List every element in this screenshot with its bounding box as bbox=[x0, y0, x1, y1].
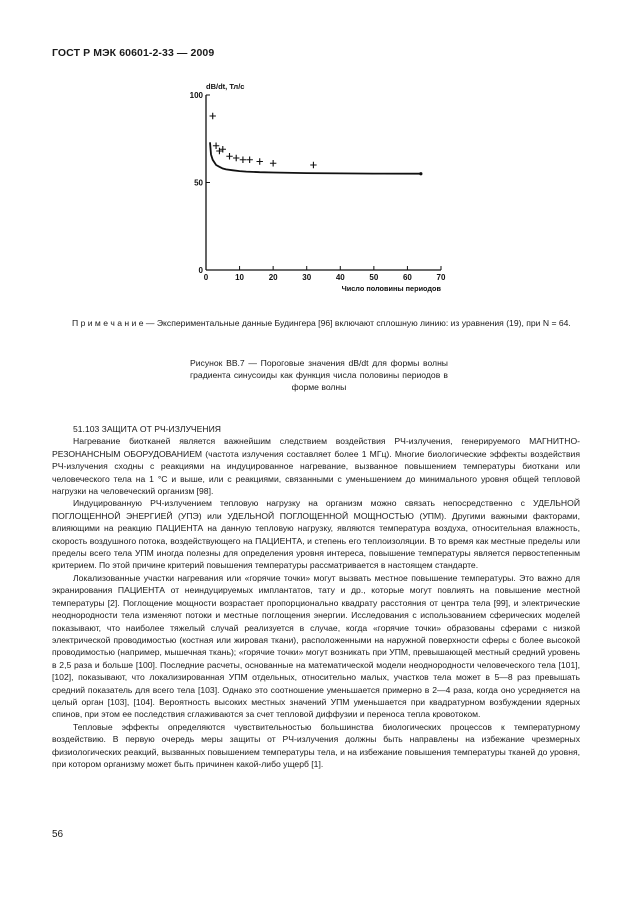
x-tick-label: 30 bbox=[302, 273, 312, 282]
x-tick-label: 10 bbox=[235, 273, 245, 282]
x-tick-label: 0 bbox=[203, 273, 209, 282]
data-point-plus bbox=[270, 160, 276, 166]
data-point-plus bbox=[213, 143, 219, 149]
chart-marks bbox=[210, 113, 423, 176]
data-point-plus bbox=[246, 157, 252, 163]
data-point-plus bbox=[233, 155, 239, 161]
figure-caption: Рисунок ВВ.7 — Пороговые значения dB/dt для формы волны градиента синусоиды как функция числа половины периодов в форме волны bbox=[190, 358, 448, 392]
document-header: ГОСТ Р МЭК 60601-2-33 — 2009 bbox=[52, 47, 215, 59]
section-body bbox=[52, 423, 580, 770]
x-tick-label: 20 bbox=[268, 273, 278, 282]
x-tick-label: 60 bbox=[402, 273, 412, 282]
x-tick-label: 50 bbox=[369, 273, 379, 282]
paragraph-3: Локализованные участки нагревания или «горячие точки» могут вызвать местное повышение температуры. Это важно для экранирования ПАЦИЕНТА от неиндуцируемых имплантатов, тату и др., которые могут повлиять на повышение местной температуры [2]. Поглощение мощности возрастает пропорционально квадрату расстояния от центра тела [99], и электрические неоднородности тела изменяют потоки и местные поглощения энергии. Исследования с использованием сферических моделей показывают, что наиболее тяжелый случай реализуется в случае, когда «горячие точки» образованы сферами с низкой электрической проводимостью (костная или жировая ткани), расположенными на наружной поверхности сферы с более высокой проводимостью (например, мышечная ткань); «горячие точки» могут возникать при УПМ, превышающей местный средний уровень в 2,5 раза и больше [100]. Последние расчеты, основанные на математической модели неоднородности человеческого тела [101], [102], показывают, что локализированная УПМ отдельных, относительно малых, участков тела может в 5—8 раз превышать средний показатель для всего тела [103]. Однако это соотношение уменьшается примерно в 2—4 раза, когда оно усредняется на целый орган [103], [104]. Вероятность высоких местных значений УПМ уменьшается при квадратурном возбуждении ядерных спинов, при этом ее последствия сглаживаются за счет тепловой диффузии и переноса тепла кровотоком. bbox=[52, 572, 580, 720]
x-tick-label: 40 bbox=[335, 273, 345, 282]
data-point-plus bbox=[310, 162, 316, 168]
note-label: П р и м е ч а н и е bbox=[72, 318, 144, 328]
paragraph-2: Индуцированную РЧ-излучением тепловую нагрузку на организм можно связать непосредственно с УДЕЛЬНОЙ ПОГЛОЩЕННОЙ ЭНЕРГИЕЙ (УПЭ) или УДЕЛЬНОЙ ПОГЛОЩЕННОЙ МОЩНОСТЬЮ (УПМ). Другими важными факторами, влияющими на реакцию ПАЦИЕНТА на данную тепловую нагрузку, являются температура воздуха, относительная влажность, скорость воздушного потока, воздействующего на ПАЦИЕНТА, и степень его теплоизоляции. В то время как местные пределы или пределы всего тела УПМ иногда полезны для определения уровня интереса, повышение температуры является первостепенным критерием. По этой причине критерий повышения температуры рассматривается в настоящем стандарте. bbox=[52, 498, 580, 571]
paragraph-1: Нагревание биотканей является важнейшим следствием воздействия РЧ-излучения, генерируемого МАГНИТНО-РЕЗОНАНСНЫМ ОБОРУДОВАНИЕМ (частота излучения составляет более 1 МГц). Многие биологические эффекты воздействия РЧ-излучения сходны с реакциями на индуцированное нагревание, вызванное повышением температуры биоткани или человеческого тела на 1 °С и выше, или с реакциями, связанными с уменьшением до минимального уровня общей тепловой нагрузки на человеческий организм [98]. bbox=[52, 436, 580, 497]
threshold-curve bbox=[210, 142, 421, 173]
paragraph-4: Тепловые эффекты определяются чувствительностью большинства биологических процессов к температурному воздействию. В первую очередь меры защиты от РЧ-излучения должны быть направлены на избежание чрезмерных физиологических реакций, вызванных повышением температуры тела, и на избежание повышения температуры тканей до уровня, при котором организму может быть причинен какой-либо ущерб [1]. bbox=[52, 721, 580, 769]
note-text: — Экспериментальные данные Будингера [96] включают сплошную линию: из уравнения (19), при N = 64. bbox=[143, 318, 571, 328]
data-point-plus bbox=[226, 153, 232, 159]
chart-ticks bbox=[190, 91, 446, 282]
y-tick-label: 0 bbox=[198, 266, 203, 275]
x-axis-label: Число половины периодов bbox=[341, 284, 441, 293]
chart-axes bbox=[206, 95, 441, 270]
data-point-plus bbox=[210, 113, 216, 119]
section-title: 51.103 ЗАЩИТА ОТ РЧ-ИЗЛУЧЕНИЯ bbox=[73, 424, 221, 434]
x-tick-label: 70 bbox=[436, 273, 446, 282]
figure-note bbox=[52, 317, 580, 330]
threshold-chart bbox=[178, 80, 468, 305]
data-point-plus bbox=[257, 158, 263, 164]
data-point-plus bbox=[240, 157, 246, 163]
page-number: 56 bbox=[52, 829, 64, 840]
y-tick-label: 50 bbox=[194, 178, 203, 188]
curve-end-dot bbox=[419, 172, 422, 175]
y-tick-label: 100 bbox=[189, 91, 203, 100]
y-axis-label: dB/dt, Тл/с bbox=[206, 82, 245, 91]
